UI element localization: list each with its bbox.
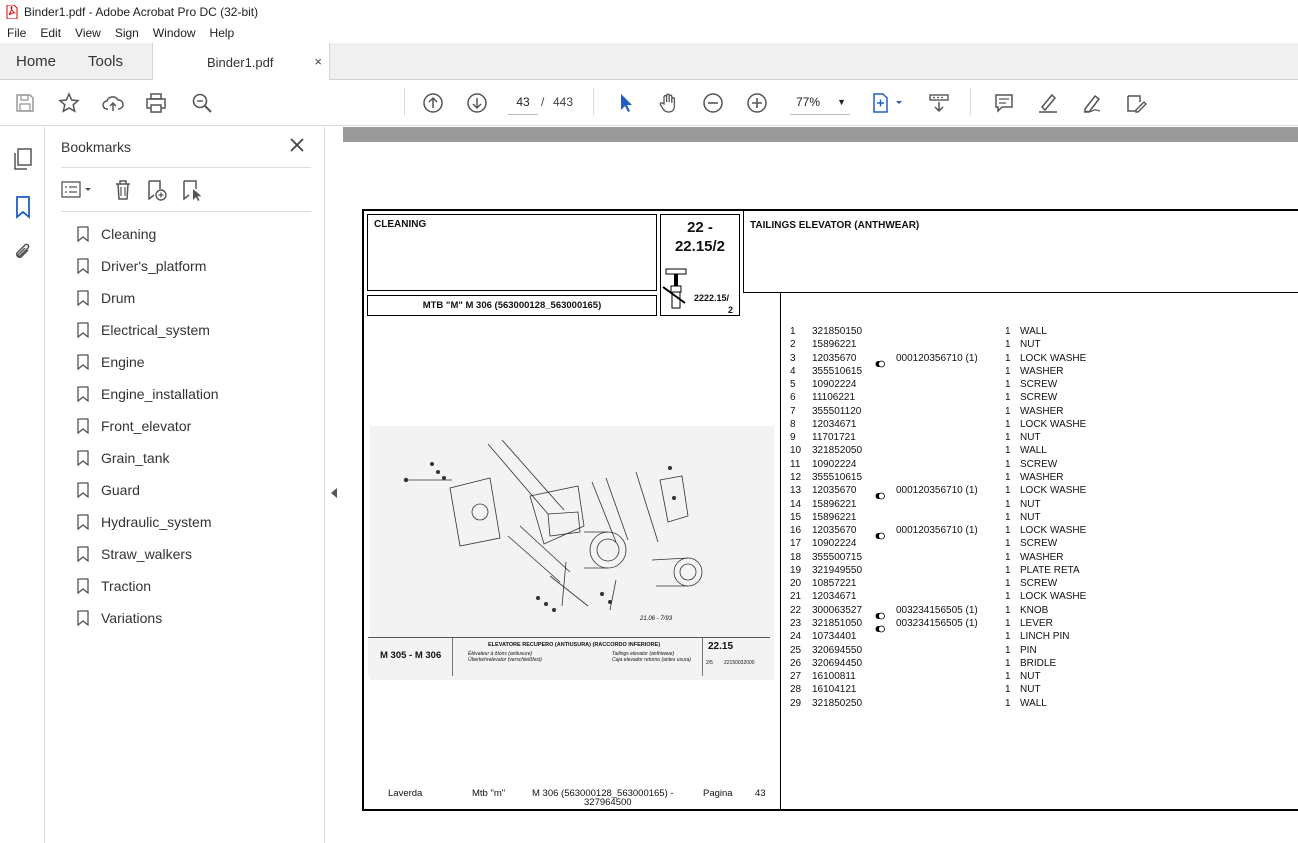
icon-code-line1: 2222.15/ [694,293,730,303]
part-description: WALL [1020,697,1047,709]
part-number: 1 [790,326,796,337]
part-description: LOCK WASHE [1020,525,1087,536]
part-code: 16104121 [812,684,857,696]
zoom-dropdown[interactable] [790,89,850,115]
part-number: 6 [790,392,796,404]
tab-home[interactable]: Home [16,53,57,70]
bookmark-icon [77,258,89,274]
part-quantity: 1 [1005,432,1011,444]
column-divider [780,293,781,811]
part-replacement: 000120356710 (1) [896,525,978,536]
footer-page-label: Pagina [703,788,733,799]
part-description: LOCK WASHE [1020,352,1087,364]
part-description: LOCK WASHE [1020,591,1087,603]
bookmark-item[interactable] [77,222,156,246]
part-code: 15896221 [812,339,857,351]
bookmark-label: Driver's_platform [101,258,207,274]
toolbar-separator [593,88,594,116]
bookmark-icon [77,610,89,626]
bookmark-icon [77,578,89,594]
bookmark-label: Electrical_system [101,322,210,338]
part-code: 10857221 [812,578,857,590]
replacement-toggle-icon [875,355,885,363]
bookmark-icon [77,418,89,434]
part-code: 320694550 [812,644,863,656]
menu-bar [0,23,1298,43]
part-description: SCREW [1020,458,1058,470]
page-code-line1: 22 - [687,219,713,236]
part-code: 12035670 [812,352,857,364]
part-quantity: 1 [1005,379,1011,391]
part-replacement: 003234156505 (1) [896,604,978,616]
part-number: 24 [790,631,802,643]
part-code: 15896221 [812,498,857,510]
highlight-pen-icon[interactable] [1036,91,1060,115]
bookmark-icon [77,514,89,530]
part-quantity: 1 [1005,418,1011,430]
page-thumbnails-icon[interactable] [11,147,35,171]
bookmark-icon [77,546,89,562]
part-description: LOCK WASHE [1020,418,1087,430]
bookmark-label: Variations [101,610,163,626]
part-description: WASHER [1020,365,1064,377]
comment-icon[interactable] [992,91,1016,115]
drawing-ref: 21.06 - 7/93 [640,616,673,622]
page-number-input[interactable]: 43 [508,89,538,115]
find-zoom-icon[interactable] [190,91,214,115]
part-number: 11 [790,458,801,470]
bookmark-item[interactable] [77,510,211,534]
part-code: 300063527 [812,604,863,616]
drawing-caption-box [368,637,770,675]
part-quantity: 1 [1005,551,1011,563]
part-quantity: 1 [1005,472,1011,483]
bookmark-icon [77,322,89,338]
bookmark-label: Hydraulic_system [101,514,212,530]
elevator-parts-illustration [370,426,774,636]
chevron-down-icon: ▼ [837,97,846,107]
part-quantity: 1 [1005,697,1011,709]
part-quantity: 1 [1005,684,1011,696]
panel-title: Bookmarks [61,139,132,155]
part-number: 2 [790,339,796,351]
part-quantity: 1 [1005,525,1011,536]
menu-window[interactable]: Window [152,26,196,40]
part-description: SCREW [1020,392,1058,404]
part-title: TAILINGS ELEVATOR (ANTHWEAR) [750,220,920,231]
window-titlebar [0,0,1298,23]
bookmark-label: Guard [101,482,140,498]
tab-document[interactable] [152,43,330,81]
part-code: 16100811 [812,671,856,682]
tab-document-label: Binder1.pdf [207,54,274,70]
hand-tool-icon[interactable] [657,91,681,115]
part-number: 4 [790,365,796,377]
delete-icon[interactable] [112,179,134,201]
part-description: KNOB [1020,604,1049,616]
options-menu-icon[interactable] [61,179,95,201]
select-cursor-icon[interactable] [614,91,638,115]
caption-divider [702,638,703,676]
part-code: 10734401 [812,631,857,643]
bookmark-item[interactable] [77,606,162,630]
zoom-out-icon[interactable] [701,91,725,115]
part-description: NUT [1020,339,1041,351]
close-panel-icon[interactable] [289,137,305,153]
bookmark-icon [77,226,89,242]
part-quantity: 1 [1005,578,1011,590]
part-description: NUT [1020,511,1041,523]
menu-sign[interactable]: Sign [114,26,139,40]
part-replacement: 000120356710 (1) [896,485,978,497]
caption-code-a: 2/5 [706,660,713,666]
part-quantity: 1 [1005,617,1011,629]
bookmarks-icon[interactable] [11,195,35,219]
part-number: 23 [790,617,802,629]
part-number: 3 [790,352,796,364]
window-title: Binder1.pdf - Adobe Acrobat Pro DC (32-bit) [24,4,259,19]
part-description: WASHER [1020,472,1064,483]
part-code: 321852050 [812,445,863,457]
part-quantity: 1 [1005,405,1011,417]
page-code-line2: 22.15/2 [674,238,726,255]
bookmark-item[interactable] [77,574,151,598]
part-thumbnail-icon [662,267,690,313]
part-number: 8 [790,418,796,430]
tab-tools[interactable]: Tools [88,53,124,70]
part-number: 26 [790,657,802,669]
part-quantity: 1 [1005,604,1011,616]
part-quantity: 1 [1005,352,1011,364]
part-number: 9 [790,432,796,444]
part-quantity: 1 [1005,564,1011,576]
part-code: 321851050 [812,617,863,629]
part-description: WASHER [1020,405,1064,417]
part-number: 15 [790,511,802,523]
replacement-toggle-icon [875,607,885,615]
part-code: 320694450 [812,657,863,669]
part-code: 355510615 [812,365,863,377]
collapse-arrow-icon[interactable] [331,488,337,498]
bookmark-label: Engine [101,354,145,370]
bookmark-item[interactable] [77,446,169,470]
bookmark-item[interactable] [77,318,210,342]
part-description: LEVER [1020,617,1053,629]
model-label: MTB "M" M 306 (563000128_563000165) [422,300,602,311]
part-quantity: 1 [1005,511,1011,523]
section-title: CLEANING [374,219,427,230]
fit-page-icon[interactable] [871,91,905,115]
part-replacement: 003234156505 (1) [896,617,978,629]
close-tab-icon[interactable]: × [314,54,322,69]
part-number: 12 [790,472,802,483]
part-code: 321949550 [812,564,863,576]
bookmark-item[interactable] [77,478,140,502]
part-replacement: 000120356710 (1) [896,352,978,364]
zoom-value: 77% [796,95,821,109]
toolbar-separator [404,88,405,116]
caption-sub-right-2: Caja elevador retorno (antes usura) [612,657,691,663]
part-description: PLATE RETA [1020,564,1080,576]
part-description: BRIDLE [1020,657,1057,669]
caption-sub-right-1: Tailings elevator (anthiwear) [612,651,675,657]
bookmark-label: Traction [101,578,152,594]
tab-bar [0,43,1298,80]
part-number: 18 [790,551,802,563]
part-code: 12035670 [812,485,857,497]
bookmark-label: Front_elevator [101,418,192,434]
part-description: NUT [1020,432,1041,444]
part-code: 355501120 [812,405,862,417]
bookmark-item[interactable] [77,286,135,310]
part-code: 321850150 [812,326,863,337]
part-code: 11701721 [812,432,856,444]
part-description: WASHER [1020,551,1064,563]
previous-page-icon[interactable] [421,91,445,115]
icon-code-line2: 2 [728,305,734,315]
part-description: NUT [1020,498,1041,510]
menu-file[interactable]: File [7,26,27,40]
footer-brand: Laverda [388,788,423,799]
bookmark-label: Straw_walkers [101,546,193,562]
page-separator: / [541,95,545,109]
part-quantity: 1 [1005,538,1011,550]
page-total: 443 [553,95,574,109]
bookmark-label: Drum [101,290,136,306]
part-quantity: 1 [1005,591,1011,603]
caption-divider [452,638,453,676]
part-description: LINCH PIN [1020,631,1070,643]
previous-page-edge [343,127,1298,142]
pdf-page [362,209,1298,811]
bookmark-item[interactable] [77,542,192,566]
draw-pen-icon[interactable] [1080,91,1104,115]
footer-model-short: Mtb "m" [472,788,506,799]
part-code: 12034671 [812,591,857,603]
bookmark-from-selection-icon[interactable] [181,179,203,201]
part-number: 27 [790,671,802,682]
part-description: WALL [1020,326,1047,337]
star-icon[interactable] [57,91,81,115]
caption-model: M 305 - M 306 [380,650,442,661]
part-number: 25 [790,644,802,656]
part-description: LOCK WASHE [1020,485,1087,497]
part-number: 21 [790,591,802,603]
bookmark-label: Cleaning [101,226,157,242]
scroll-mode-icon[interactable] [927,91,951,115]
new-bookmark-icon[interactable] [146,179,168,201]
part-number: 14 [790,498,802,510]
bookmark-icon [77,450,89,466]
bookmark-icon [77,386,89,402]
bookmark-item[interactable] [77,350,145,374]
part-quantity: 1 [1005,339,1011,351]
divider [61,211,311,212]
part-description: NUT [1020,671,1041,682]
footer-model-code: 327964500 [584,797,632,808]
part-code: 11106221 [812,392,856,404]
next-page-icon[interactable] [465,91,489,115]
part-quantity: 1 [1005,671,1011,682]
part-quantity: 1 [1005,485,1011,497]
part-code: 355510615 [812,472,863,483]
part-quantity: 1 [1005,458,1011,470]
part-code: 10902224 [812,379,857,391]
part-number: 22 [790,604,802,616]
upload-cloud-icon[interactable] [101,91,125,115]
bookmark-label: Engine_installation [101,386,219,402]
save-icon[interactable] [13,91,37,115]
bookmark-item[interactable] [77,254,206,278]
bookmark-item[interactable] [77,414,191,438]
bookmark-item[interactable] [77,382,219,406]
part-code: 15896221 [812,511,857,523]
divider [61,167,311,168]
navigation-rail [0,127,45,843]
part-number: 19 [790,564,802,576]
attachment-icon[interactable] [11,241,35,265]
part-code: 10902224 [812,538,857,550]
bookmark-icon [77,290,89,306]
part-number: 29 [790,697,802,709]
part-quantity: 1 [1005,392,1011,404]
menu-help[interactable]: Help [209,26,235,40]
caption-title: ELEVATORE RECUPERO (ANTIUSURA) (RACCORDO INFERIORE) [488,642,661,648]
part-number: 16 [790,525,802,536]
caption-code-b: 22150032000 [724,660,755,666]
main-toolbar [0,80,1298,126]
caption-code: 22.15 [708,641,734,652]
replacement-toggle-icon [875,527,885,535]
part-quantity: 1 [1005,657,1011,669]
part-description: PIN [1020,644,1037,656]
part-number: 7 [790,405,796,417]
part-quantity: 1 [1005,644,1011,656]
part-quantity: 1 [1005,445,1011,457]
menu-view[interactable]: View [75,26,101,40]
caption-sub-left-2: Überkehrelevator (verschleißfest) [468,657,542,663]
part-description: SCREW [1020,538,1058,550]
bookmark-icon [77,482,89,498]
part-quantity: 1 [1005,326,1011,337]
caption-sub-left-1: Élévateur à ôtons (antiusure) [468,651,533,657]
acrobat-icon [6,5,18,19]
part-description: WALL [1020,445,1047,457]
bookmarks-panel [45,127,325,843]
part-code: 355500715 [812,551,863,563]
document-viewport[interactable] [343,127,1298,843]
replacement-toggle-icon [875,487,885,495]
part-code: 10902224 [812,458,857,470]
replacement-toggle-icon [875,620,885,628]
menu-edit[interactable]: Edit [40,26,62,40]
part-number: 28 [790,684,802,696]
footer-page-number: 43 [755,788,766,799]
part-description: SCREW [1020,379,1058,391]
bookmark-icon [77,354,89,370]
part-quantity: 1 [1005,631,1011,643]
part-code: 12035670 [812,525,857,536]
fill-sign-icon[interactable] [1124,91,1148,115]
part-quantity: 1 [1005,498,1011,510]
part-number: 10 [790,445,802,457]
part-code: 321850250 [812,697,863,709]
part-code: 12034671 [812,418,857,430]
toolbar-separator [970,88,971,116]
zoom-in-icon[interactable] [745,91,769,115]
print-icon[interactable] [144,91,168,115]
panel-splitter[interactable] [325,127,343,843]
footer-model-long: M 306 (563000128_563000165) - [532,788,674,799]
part-description: SCREW [1020,578,1058,590]
part-number: 13 [790,485,802,497]
part-quantity: 1 [1005,365,1011,377]
part-description: NUT [1020,684,1041,696]
bookmark-label: Grain_tank [101,450,170,466]
part-number: 20 [790,578,802,590]
part-number: 5 [790,379,796,391]
part-number: 17 [790,538,802,550]
